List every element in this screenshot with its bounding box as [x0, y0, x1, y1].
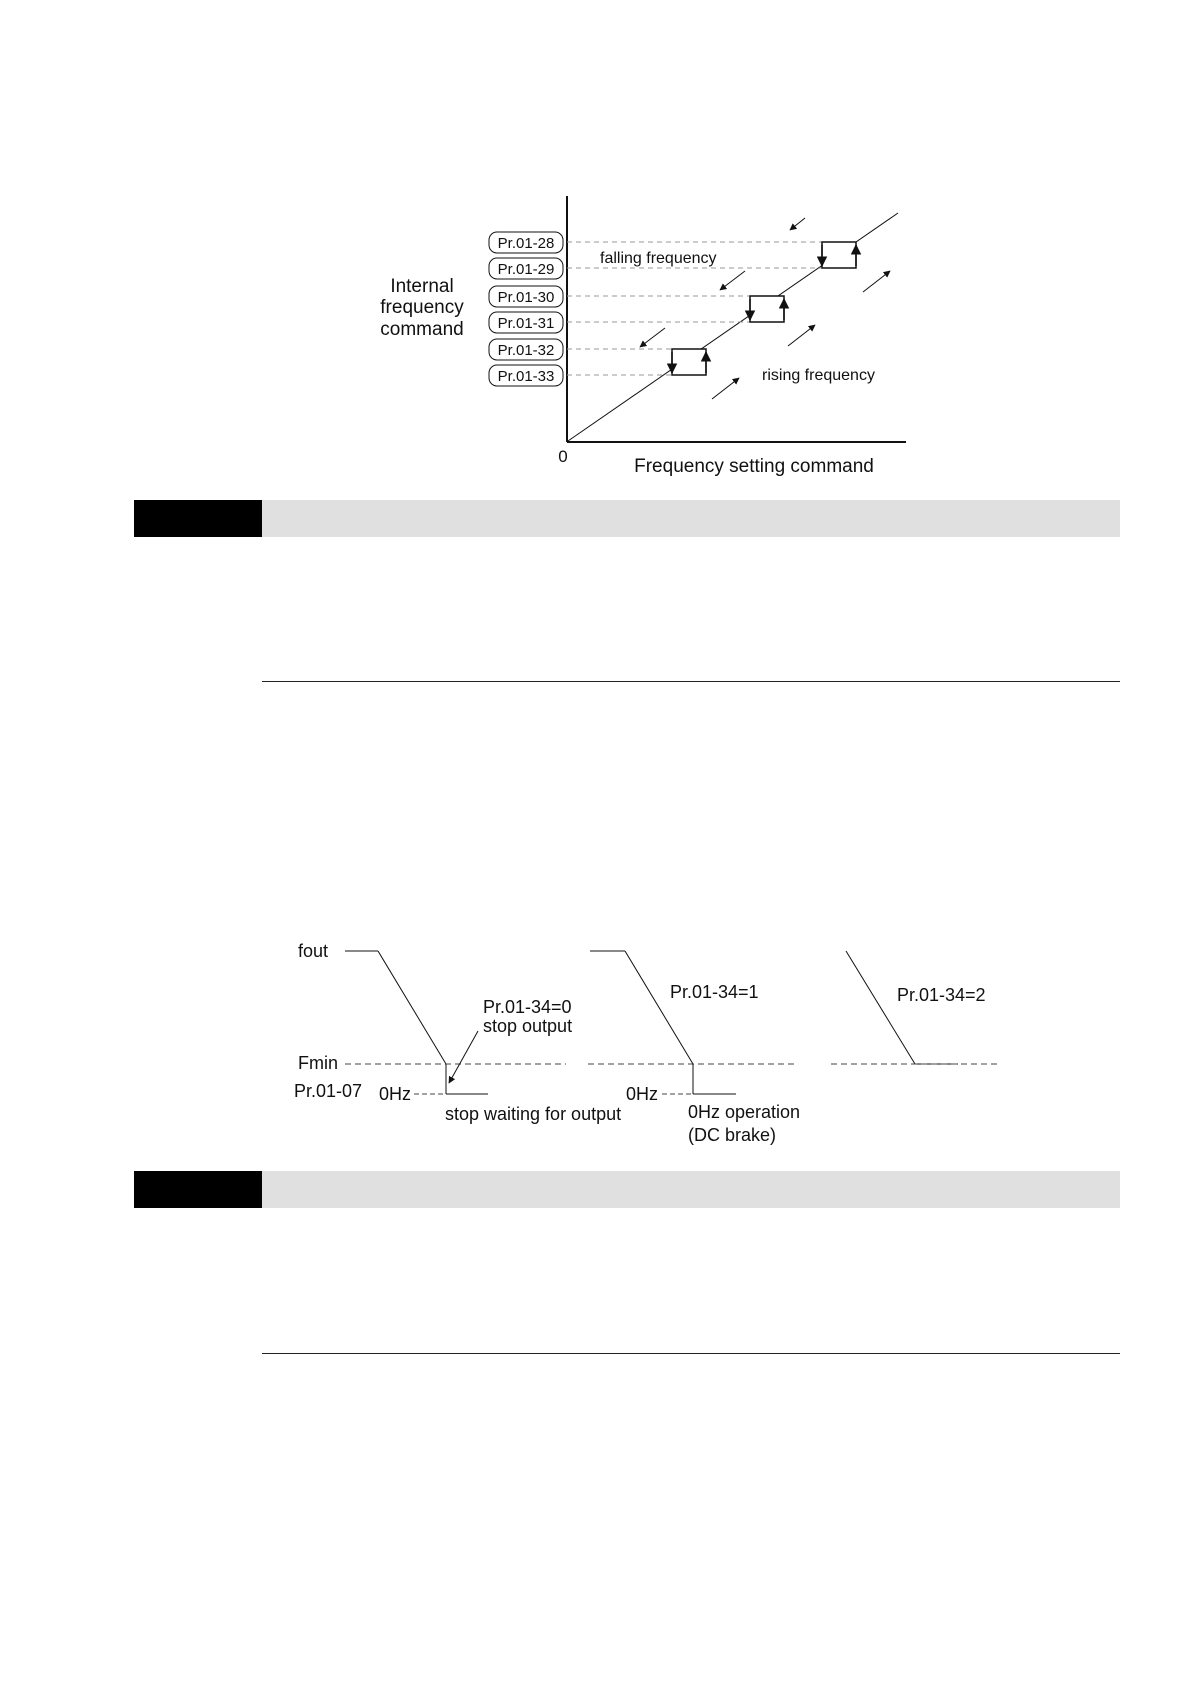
- level-label-30: Pr.01-30: [497, 289, 555, 306]
- panel0-label-line1: Pr.01-34=0: [483, 997, 572, 1017]
- panel-fmin-hold: [831, 951, 1001, 1064]
- section-header-tab: [134, 500, 262, 537]
- level-label-32: Pr.01-32: [497, 342, 555, 359]
- rising-frequency-label: rising frequency: [762, 367, 875, 384]
- section-divider-2: [262, 1353, 1120, 1354]
- jump-box-upper: [822, 242, 856, 268]
- y-axis-label-line2: frequency: [380, 297, 464, 318]
- origin-label: 0: [558, 447, 568, 466]
- zero-speed-output-diagram: [0, 930, 1191, 1150]
- y-axis-label-line3: command: [380, 319, 464, 340]
- panel1-zero-label: 0Hz: [626, 1084, 659, 1104]
- pr0107-label: Pr.01-07: [294, 1081, 363, 1101]
- panel0-label-line2: stop output: [483, 1016, 573, 1036]
- falling-arrow-3: [640, 328, 665, 347]
- section-header-tab-2: [134, 1171, 262, 1208]
- y-axis-label-line1: Internal: [390, 276, 454, 297]
- stop-output-arrow: [449, 1031, 478, 1083]
- falling-frequency-label: falling frequency: [600, 250, 717, 267]
- fout-curve-2-slope: [846, 951, 915, 1064]
- falling-arrow-1: [790, 218, 805, 230]
- panel1-caption-line1: 0Hz operation: [688, 1102, 801, 1122]
- panel1-label: Pr.01-34=1: [670, 982, 759, 1002]
- section-header-bar: [134, 500, 1120, 537]
- section-header-bar-2: [134, 1171, 1120, 1208]
- falling-arrows: [640, 218, 805, 347]
- panel0-caption: stop waiting for output: [445, 1104, 622, 1124]
- falling-arrow-2: [720, 271, 745, 290]
- panel-dc-brake: [588, 951, 796, 1094]
- section-divider: [262, 681, 1120, 682]
- x-axis-label: Frequency setting command: [634, 456, 874, 477]
- rising-arrow-3: [712, 378, 739, 399]
- fout-curve-1-slope: [625, 951, 693, 1064]
- rising-arrow-2: [788, 325, 815, 346]
- fmin-label: Fmin: [298, 1053, 338, 1073]
- fout-curve-0-slope: [378, 951, 446, 1064]
- rising-arrow-1: [863, 271, 890, 292]
- panel2-label: Pr.01-34=2: [897, 985, 986, 1005]
- level-label-33: Pr.01-33: [497, 368, 555, 385]
- level-label-29: Pr.01-29: [497, 261, 555, 278]
- fout-label: fout: [298, 941, 329, 961]
- jump-box-lower: [672, 349, 706, 375]
- jump-box-middle: [750, 296, 784, 322]
- frequency-jump-diagram: [0, 180, 1191, 490]
- level-labels: [489, 232, 563, 386]
- level-label-31: Pr.01-31: [497, 315, 555, 332]
- panel0-zero-label: 0Hz: [379, 1084, 412, 1104]
- level-label-28: Pr.01-28: [497, 235, 555, 252]
- panel1-caption-line2: (DC brake): [688, 1125, 777, 1145]
